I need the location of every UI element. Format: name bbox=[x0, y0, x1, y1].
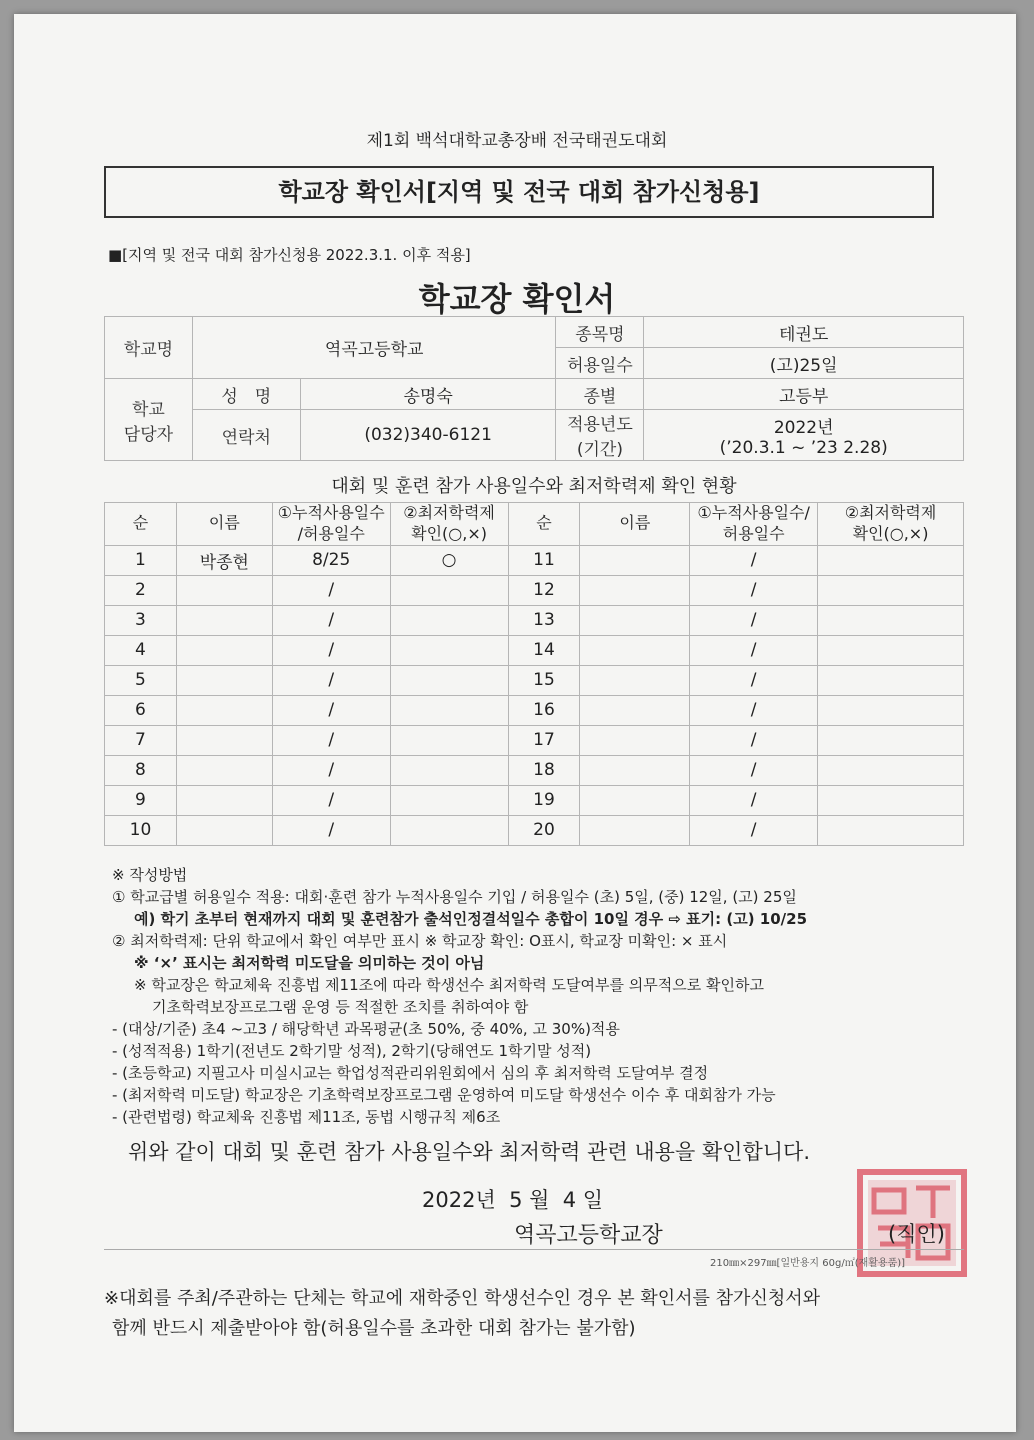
cell-check bbox=[390, 725, 508, 755]
cell-n2: 16 bbox=[508, 695, 580, 725]
sport-value: 테권도 bbox=[644, 317, 964, 348]
cell-days2: / bbox=[690, 605, 818, 635]
section-title: 대회 및 훈련 참가 사용일수와 최저학력제 확인 현황 bbox=[331, 476, 737, 497]
cell-n2: 13 bbox=[508, 605, 580, 635]
cell-check2 bbox=[818, 545, 964, 575]
detail-4: - (최저학력 미도달) 학교장은 기초학력보장프로그램 운영하여 미도달 학생선수 이수 후 대회참가 가능 bbox=[112, 1086, 776, 1104]
cell-n: 9 bbox=[105, 785, 177, 815]
contact-label: 연락처 bbox=[192, 410, 300, 461]
note-1-example: 예) 학기 초부터 현재까지 대회 및 훈련참가 출석인정결석일수 총합이 10일 경우 ⇨ 표기: (고) 10/25 bbox=[134, 910, 808, 928]
cell-n2: 14 bbox=[508, 635, 580, 665]
table-row bbox=[105, 635, 964, 665]
cell-days2: / bbox=[690, 575, 818, 605]
header-no: 순 bbox=[105, 503, 177, 546]
cell-name bbox=[176, 725, 272, 755]
cell-n2: 11 bbox=[508, 545, 580, 575]
seal-label: (직인) bbox=[888, 1222, 945, 1246]
sport-label: 종목명 bbox=[556, 317, 644, 348]
cell-name2 bbox=[580, 815, 690, 845]
table-header-row bbox=[105, 503, 964, 546]
cell-days: / bbox=[272, 695, 390, 725]
staff-label: 학교 담당자 bbox=[105, 379, 193, 461]
page-title: 학교장 확인서 bbox=[418, 280, 616, 318]
cell-name bbox=[176, 785, 272, 815]
cell-days2: / bbox=[690, 785, 818, 815]
cell-name bbox=[176, 755, 272, 785]
table-row bbox=[105, 575, 964, 605]
detail-2: - (성적적용) 1학기(전년도 2학기말 성적), 2학기(당해연도 1학기말 성적) bbox=[112, 1042, 592, 1060]
table-row bbox=[105, 605, 964, 635]
header-days-right: ①누적사용일수/ 허용일수 bbox=[690, 503, 818, 546]
cell-days: / bbox=[272, 575, 390, 605]
cell-check2 bbox=[818, 695, 964, 725]
header-academic-right: ②최저학력제 확인(○,×) bbox=[818, 503, 964, 546]
cell-name2 bbox=[580, 785, 690, 815]
allowed-days-value: (고)25일 bbox=[644, 348, 964, 379]
issue-date: 2022년 5 월 4 일 bbox=[422, 1188, 604, 1212]
cell-days: / bbox=[272, 665, 390, 695]
allowed-days-label: 허용일수 bbox=[556, 348, 644, 379]
cell-days2: / bbox=[690, 695, 818, 725]
cell-check: ○ bbox=[390, 545, 508, 575]
table-row bbox=[105, 785, 964, 815]
cell-name bbox=[176, 665, 272, 695]
cell-name: 박종현 bbox=[176, 545, 272, 575]
footer-line-1: ※대회를 주최/주관하는 단체는 학교에 재학중인 학생선수인 경우 본 확인서를 참가신청서와 bbox=[104, 1288, 820, 1309]
header-no-right: 순 bbox=[508, 503, 580, 546]
cell-days: / bbox=[272, 635, 390, 665]
participation-table bbox=[104, 502, 964, 846]
writing-instructions bbox=[112, 864, 972, 1128]
detail-1: - (대상/기준) 초4 ~고3 / 해당학년 과목평균(초 50%, 중 40%, 고 30%)적용 bbox=[112, 1020, 620, 1038]
footer-line-2: 함께 반드시 제출받아야 함(허용일수를 초과한 대회 참가는 불가함) bbox=[112, 1318, 636, 1339]
header-days: ①누적사용일수 /허용일수 bbox=[272, 503, 390, 546]
cell-name2 bbox=[580, 545, 690, 575]
cell-n: 2 bbox=[105, 575, 177, 605]
cell-days2: / bbox=[690, 635, 818, 665]
cell-name bbox=[176, 815, 272, 845]
table-row bbox=[105, 755, 964, 785]
table-row bbox=[105, 695, 964, 725]
cell-n2: 18 bbox=[508, 755, 580, 785]
cell-check bbox=[390, 755, 508, 785]
notes-heading: ※ 작성방법 bbox=[112, 866, 188, 884]
event-title: 제1회 백석대학교총장배 전국태권도대회 bbox=[366, 131, 668, 151]
detail-5: - (관련법령) 학교체육 진흥법 제11조, 동법 시행규칙 제6조 bbox=[112, 1108, 501, 1126]
note-4-cont: 기초학력보장프로그램 운영 등 적절한 조치를 취하여야 함 bbox=[152, 998, 529, 1016]
cell-check2 bbox=[818, 605, 964, 635]
cell-check bbox=[390, 695, 508, 725]
cell-n: 7 bbox=[105, 725, 177, 755]
cell-check bbox=[390, 665, 508, 695]
cell-n: 4 bbox=[105, 635, 177, 665]
cell-n2: 15 bbox=[508, 665, 580, 695]
confirmation-statement: 위와 같이 대회 및 훈련 참가 사용일수와 최저학력 관련 내용을 확인합니다. bbox=[128, 1140, 811, 1164]
cell-check2 bbox=[818, 725, 964, 755]
paper-spec: 210㎜×297㎜[일반용지 60g/㎡(재활용품)] bbox=[710, 1258, 906, 1269]
cell-name2 bbox=[580, 575, 690, 605]
table-row bbox=[105, 665, 964, 695]
cell-days: / bbox=[272, 725, 390, 755]
cell-n: 1 bbox=[105, 545, 177, 575]
cell-check bbox=[390, 605, 508, 635]
cell-days2: / bbox=[690, 545, 818, 575]
cell-check bbox=[390, 635, 508, 665]
cell-name2 bbox=[580, 635, 690, 665]
cell-days: / bbox=[272, 755, 390, 785]
note-4: ※ 학교장은 학교체육 진흥법 제11조에 따라 학생선수 최저학력 도달여부를 의무적으로 확인하고 bbox=[134, 976, 764, 994]
cell-n: 6 bbox=[105, 695, 177, 725]
note-2: ② 최저학력제: 단위 학교에서 확인 여부만 표시 ※ 학교장 확인: O표시, 학교장 미확인: × 표시 bbox=[112, 932, 728, 950]
year-label: 적용년도 (기간) bbox=[556, 410, 644, 461]
cell-n2: 19 bbox=[508, 785, 580, 815]
detail-3: - (초등학교) 지필고사 미실시교는 학업성적관리위원회에서 심의 후 최저학력 도달여부 결정 bbox=[112, 1064, 709, 1082]
cell-n2: 20 bbox=[508, 815, 580, 845]
cell-days2: / bbox=[690, 815, 818, 845]
principal-signature: 역곡고등학교장 bbox=[514, 1223, 663, 1248]
name-value: 송명숙 bbox=[300, 379, 556, 410]
cell-days: 8/25 bbox=[272, 545, 390, 575]
table-row bbox=[105, 545, 964, 575]
cell-check2 bbox=[818, 785, 964, 815]
cell-check2 bbox=[818, 755, 964, 785]
cell-days2: / bbox=[690, 725, 818, 755]
cell-n: 3 bbox=[105, 605, 177, 635]
cell-name bbox=[176, 635, 272, 665]
cell-check2 bbox=[818, 635, 964, 665]
table-row bbox=[105, 725, 964, 755]
note-3: ※ ‘×’ 표시는 최저학력 미도달을 의미하는 것이 아님 bbox=[134, 954, 485, 972]
divider bbox=[104, 1249, 964, 1250]
cell-name2 bbox=[580, 755, 690, 785]
year-value: 2022년 (’20.3.1 ~ ’23 2.28) bbox=[644, 410, 964, 461]
applicability-note: ■[지역 및 전국 대회 참가신청용 2022.3.1. 이후 적용] bbox=[108, 246, 471, 264]
cell-check2 bbox=[818, 815, 964, 845]
table-row bbox=[105, 815, 964, 845]
cell-name2 bbox=[580, 725, 690, 755]
cell-check2 bbox=[818, 575, 964, 605]
cell-n: 8 bbox=[105, 755, 177, 785]
division-value: 고등부 bbox=[644, 379, 964, 410]
contact-value: (032)340-6121 bbox=[300, 410, 556, 461]
cell-check bbox=[390, 785, 508, 815]
cell-n2: 17 bbox=[508, 725, 580, 755]
name-label: 성 명 bbox=[192, 379, 300, 410]
cell-n: 5 bbox=[105, 665, 177, 695]
cell-days: / bbox=[272, 605, 390, 635]
footer-note bbox=[104, 1284, 974, 1344]
cell-days2: / bbox=[690, 665, 818, 695]
cell-name2 bbox=[580, 665, 690, 695]
school-label: 학교명 bbox=[105, 317, 193, 379]
cell-check bbox=[390, 815, 508, 845]
note-1: ① 학교급별 허용일수 적용: 대회·훈련 참가 누적사용일수 기입 / 허용일수 (초) 5일, (중) 12일, (고) 25일 bbox=[112, 888, 797, 906]
cell-check2 bbox=[818, 665, 964, 695]
cell-days: / bbox=[272, 785, 390, 815]
cell-n2: 12 bbox=[508, 575, 580, 605]
form-title-box: 학교장 확인서[지역 및 전국 대회 참가신청용] bbox=[104, 166, 934, 218]
cell-days: / bbox=[272, 815, 390, 845]
school-value: 역곡고등학교 bbox=[192, 317, 556, 379]
cell-name bbox=[176, 605, 272, 635]
cell-name bbox=[176, 695, 272, 725]
header-academic: ②최저학력제 확인(○,×) bbox=[390, 503, 508, 546]
cell-name bbox=[176, 575, 272, 605]
cell-name2 bbox=[580, 605, 690, 635]
division-label: 종별 bbox=[556, 379, 644, 410]
cell-name2 bbox=[580, 695, 690, 725]
cell-days2: / bbox=[690, 755, 818, 785]
header-name: 이름 bbox=[176, 503, 272, 546]
cell-check bbox=[390, 575, 508, 605]
header-name-right: 이름 bbox=[580, 503, 690, 546]
school-info-table bbox=[104, 316, 964, 461]
cell-n: 10 bbox=[105, 815, 177, 845]
table-body bbox=[105, 545, 964, 845]
